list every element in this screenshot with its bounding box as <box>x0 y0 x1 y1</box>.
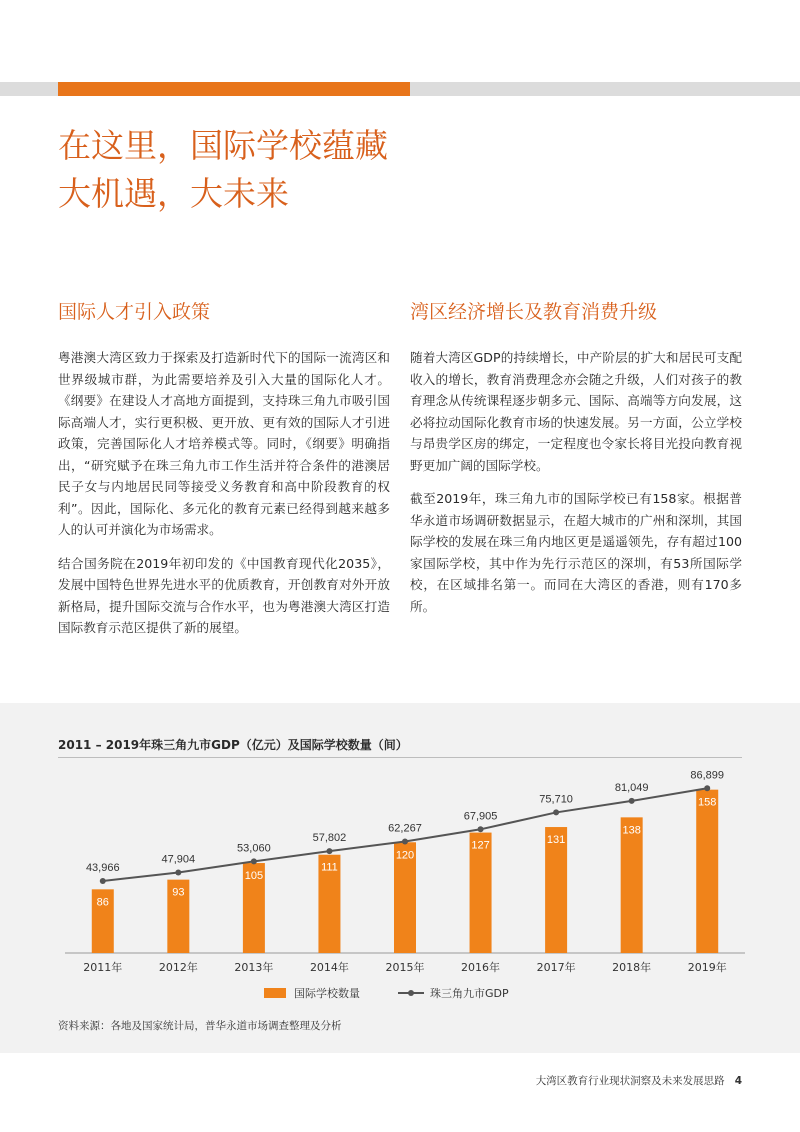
bar-value-label: 105 <box>244 870 264 883</box>
page-title <box>58 122 618 218</box>
chart-title: 2011 – 2019年珠三角九市GDP（亿元）及国际学校数量（间） <box>58 738 408 752</box>
gdp-value-label: 53,060 <box>237 842 271 855</box>
gdp-value-label: 62,267 <box>388 822 422 835</box>
bar-school-count <box>696 790 718 953</box>
left-column-paragraph: 结合国务院在2019年初印发的《中国教育现代化2035》，发展中国特色世界先进水平的优质教育，开创教育对外开放新格局，提升国际交流与合作水平，也为粤港澳大湾区打造国际教育示范区提供了新的展望。 <box>58 555 390 635</box>
right-column-paragraph: 随着大湾区GDP的持续增长，中产阶层的扩大和居民可支配收入的增长，教育消费理念亦会随之升级，人们对孩子的教育理念从传统课程逐步朝多元、国际、高端等方向发展，这必将拉动国际化教育市场的快速发展。另一方面，公立学校与昂贵学区房的绑定，一定程度也令家长将目光投向教育视野更加广阔的国际学校。 <box>410 350 742 473</box>
page-number: 4 <box>734 1075 742 1087</box>
x-tick-label: 2018年 <box>612 961 652 974</box>
bar-value-label: 120 <box>395 849 415 862</box>
gdp-value-label: 47,904 <box>161 853 196 866</box>
page-title-line-2: 大机遇，大未来 <box>58 174 289 213</box>
legend-bar-swatch <box>264 988 286 998</box>
gdp-value-label: 43,966 <box>85 862 120 874</box>
x-tick-label: 2017年 <box>536 961 576 974</box>
source-note: 资料来源：各地及国家统计局，普华永道市场调查整理及分析 <box>58 1020 342 1032</box>
bar-value-label: 86 <box>96 896 109 909</box>
x-tick-label: 2016年 <box>461 961 501 974</box>
left-column-paragraph: 粤港澳大湾区致力于探索及打造新时代下的国际一流湾区和世界级城市群，为此需要培养及引入大量的国际化人才。《纲要》在建设人才高地方面提到，支持珠三角九市吸引国际高端人才，实行更积极、更开放、更有效的国际人才引进政策，完善国际化人才培养模式等。同时，《纲要》明确指出，“研究赋予在珠三角九市工作生活并符合条件的港澳居民子女与内地居民同等接受义务教育和高中阶段教育的权利”。因此，国际化、多元化的教育元素已经得到越来越多人的认可并演化为市场需求。 <box>58 350 390 537</box>
gdp-point <box>326 848 332 854</box>
page-footer <box>536 1073 742 1088</box>
x-tick-label: 2019年 <box>687 961 727 974</box>
left-column-heading: 国际人才引入政策 <box>58 301 211 323</box>
header-accent-bar <box>58 82 410 96</box>
gdp-point <box>100 878 106 884</box>
bar-value-label: 127 <box>471 839 490 852</box>
bar-value-label: 93 <box>172 886 185 899</box>
gdp-value-label: 75,710 <box>539 793 573 806</box>
legend-bar-label: 国际学校数量 <box>294 987 360 1000</box>
chart-panel <box>0 703 800 1053</box>
chart <box>0 703 800 1053</box>
x-tick-label: 2011年 <box>83 961 123 974</box>
right-column-paragraph: 截至2019年，珠三角九市的国际学校已有158家。根据普华永道市场调研数据显示，在超大城市的广州和深圳，其国际学校的发展在珠三角内地区更是遥遥领先，存有超过100家国际学校，其中作为先行示范区的深圳，有53所国际学校，在区域排名第一。而同在大湾区的香港，则有170多所。 <box>410 491 742 614</box>
gdp-value-label: 81,049 <box>614 781 649 794</box>
gdp-value-label: 67,905 <box>463 810 498 823</box>
gdp-point <box>402 838 408 844</box>
x-tick-label: 2013年 <box>234 961 274 974</box>
legend-line-marker <box>408 990 414 996</box>
x-tick-label: 2015年 <box>385 961 425 974</box>
gdp-value-label: 86,899 <box>690 769 725 782</box>
legend-line-label: 珠三角九市GDP <box>430 987 509 1000</box>
bar-value-label: 111 <box>321 861 338 874</box>
gdp-value-label: 57,802 <box>312 832 347 845</box>
x-tick-label: 2014年 <box>309 961 349 974</box>
gdp-point <box>629 798 635 804</box>
gdp-point <box>175 869 181 875</box>
bar-value-label: 158 <box>698 796 717 809</box>
page-title-line-1: 在这里，国际学校蕴藏 <box>58 126 388 165</box>
gdp-point <box>251 858 257 864</box>
gdp-point <box>704 785 710 791</box>
gdp-point <box>553 809 559 815</box>
right-column <box>410 297 742 629</box>
bar-school-count <box>621 817 643 953</box>
gdp-point <box>478 826 484 832</box>
left-column <box>58 297 390 651</box>
x-tick-label: 2012年 <box>158 961 198 974</box>
bar-value-label: 138 <box>622 824 641 837</box>
footer-text: 大湾区教育行业现状洞察及未来发展思路 <box>535 1075 725 1087</box>
bar-value-label: 131 <box>546 834 566 847</box>
right-column-heading: 湾区经济增长及教育消费升级 <box>410 301 658 323</box>
